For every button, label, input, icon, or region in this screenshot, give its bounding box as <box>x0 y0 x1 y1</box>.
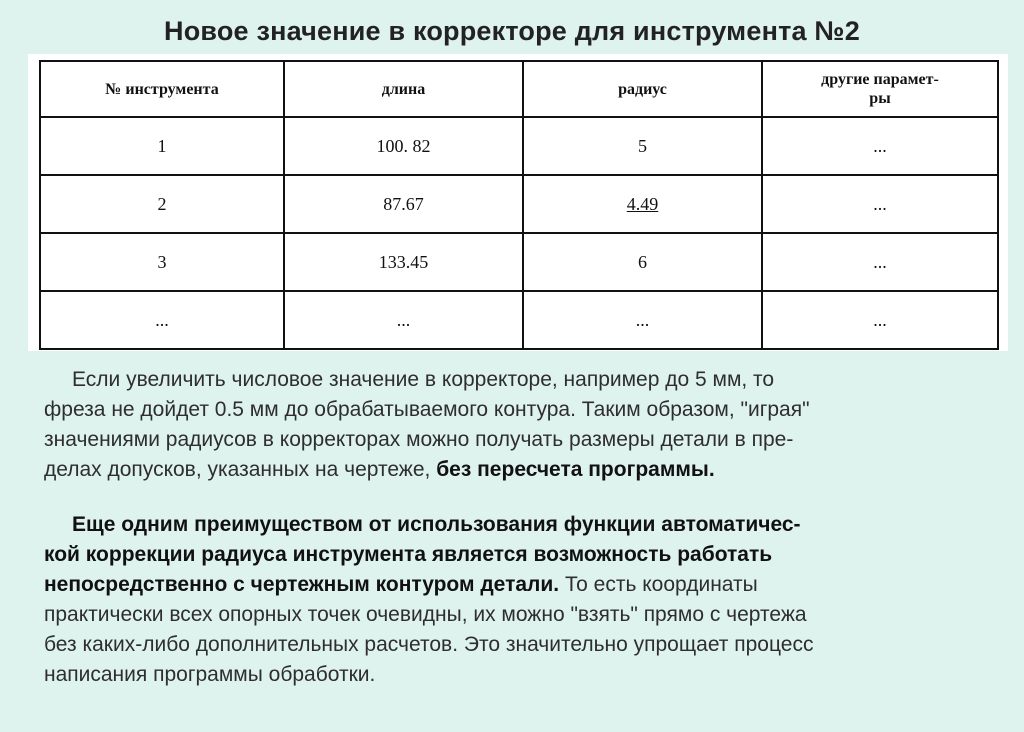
tool-offset-table-container <box>28 54 1008 351</box>
cell-length: 133.45 <box>284 233 523 291</box>
cell-radius: 6 <box>523 233 762 291</box>
header-length: длина <box>284 61 523 117</box>
header-other-params: другие парамет- ры <box>762 61 998 117</box>
header-radius: радиус <box>523 61 762 117</box>
paragraph-line: практически всех опорных точек очевидны, их можно "взять" прямо с чертежа <box>44 603 807 626</box>
table-row <box>40 175 998 233</box>
tool-offset-table <box>39 60 999 350</box>
paragraph-line: написания программы обработки. <box>44 663 376 686</box>
cell-radius: ... <box>523 291 762 349</box>
cell-other: ... <box>762 233 998 291</box>
cell-tool-number: 1 <box>40 117 284 175</box>
cell-other: ... <box>762 291 998 349</box>
paragraph-offset-explanation <box>44 365 994 485</box>
paragraph-line: без каких-либо дополнительных расчетов. Это значительно упрощает процесс <box>44 633 814 656</box>
paragraph-advantage <box>44 510 1009 690</box>
cell-length: 100. 82 <box>284 117 523 175</box>
paragraph-line: значениями радиусов в корректорах можно получать размеры детали в пре- <box>44 428 794 451</box>
paragraph-line: кой коррекции радиуса инструмента является возможность работать <box>44 543 773 566</box>
table-row <box>40 117 998 175</box>
paragraph-line: делах допусков, указанных на чертеже, без пересчета программы. <box>44 458 715 481</box>
table-row <box>40 233 998 291</box>
cell-length: 87.67 <box>284 175 523 233</box>
bold-phrase: без пересчета программы. <box>436 458 715 481</box>
cell-length: ... <box>284 291 523 349</box>
cell-radius-highlighted: 4.49 <box>523 175 762 233</box>
cell-radius: 5 <box>523 117 762 175</box>
cell-tool-number: 2 <box>40 175 284 233</box>
cell-other: ... <box>762 117 998 175</box>
paragraph-line: фреза не дойдет 0.5 мм до обрабатываемого контура. Таким образом, "играя" <box>44 398 810 421</box>
paragraph-line: Если увеличить числовое значение в корректоре, например до 5 мм, то <box>72 368 775 391</box>
paragraph-line: Еще одним преимуществом от использования функции автоматичес- <box>72 513 801 536</box>
cell-tool-number: 3 <box>40 233 284 291</box>
cell-tool-number: ... <box>40 291 284 349</box>
slide-title: Новое значение в корректоре для инструмента №2 <box>164 16 860 46</box>
cell-other: ... <box>762 175 998 233</box>
table-row <box>40 291 998 349</box>
paragraph-line: непосредственно с чертежным контуром детали. То есть координаты <box>44 573 758 596</box>
table-header-row <box>40 61 998 117</box>
header-tool-number: № инструмента <box>40 61 284 117</box>
